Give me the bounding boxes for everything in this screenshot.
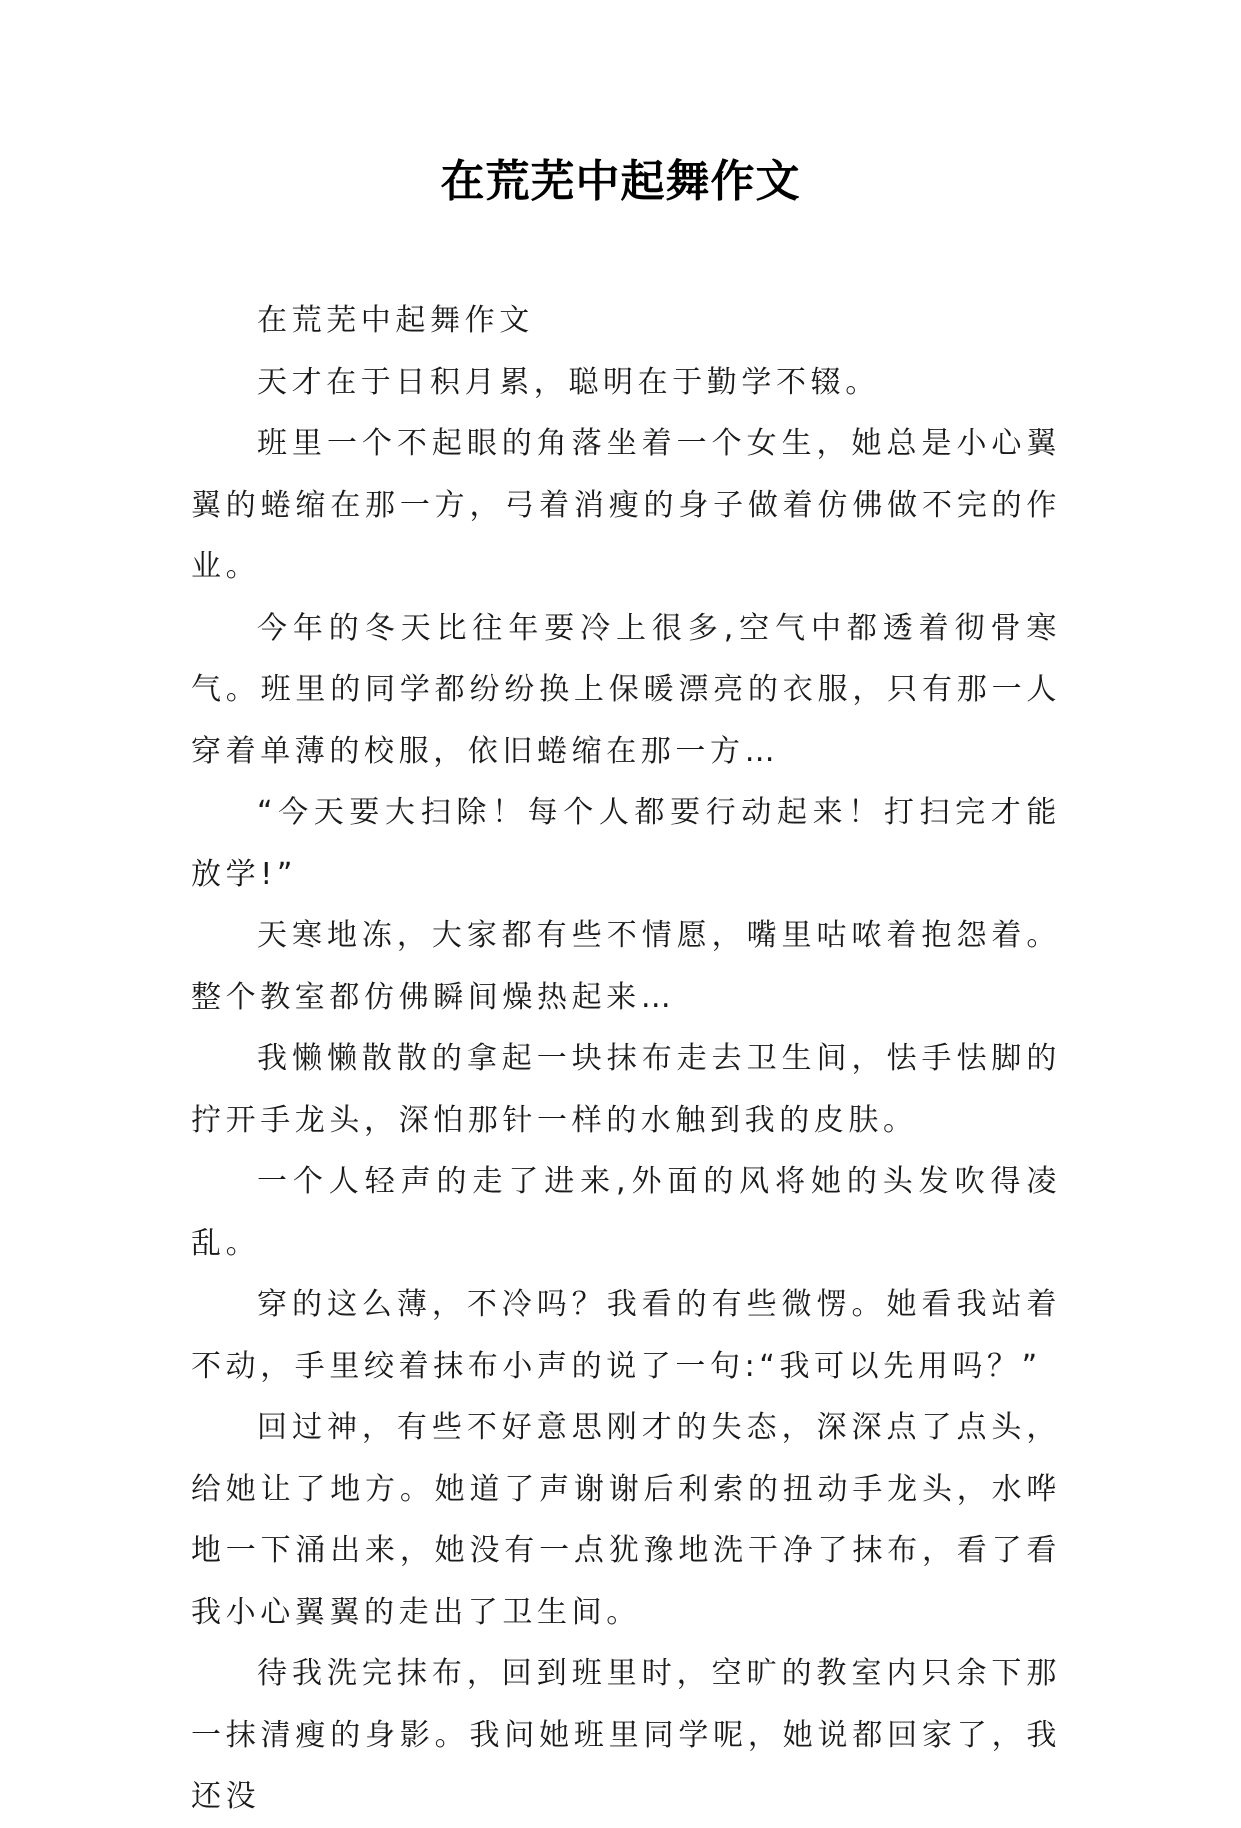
paragraph-3: 今年的冬天比往年要冷上很多,空气中都透着彻骨寒气。班里的同学都纷纷换上保暖漂亮的衣服，只有那一人穿着单薄的校服，依旧蜷缩在那一方…	[191, 610, 1061, 769]
paragraph-1: 天才在于日积月累，聪明在于勤学不辍。	[257, 364, 880, 400]
paragraph-subtitle: 在荒芜中起舞作文	[257, 303, 534, 338]
paragraph-8: 穿的这么薄，不冷吗？我看的有些微愣。她看我站着不动，手里绞着抹布小声的说了一句:“我可以先用吗？”	[191, 1287, 1061, 1384]
paragraph-9: 回过神，有些不好意思刚才的失态，深深点了点头，给她让了地方。她道了声谢谢后利索的扭动手龙头，水哗地一下涌出来，她没有一点犹豫地洗干净了抹布，看了看我小心翼翼的走出了卫生间。	[191, 1410, 1061, 1630]
paragraph-10: 待我洗完抹布，回到班里时，空旷的教室内只余下那一抹清瘦的身影。我问她班里同学呢，她说都回家了，我还没	[191, 1656, 1061, 1814]
paragraph-2: 班里一个不起眼的角落坐着一个女生，她总是小心翼翼的蜷缩在那一方，弓着消瘦的身子做着仿佛做不完的作业。	[191, 426, 1061, 584]
paragraph-7: 一个人轻声的走了进来,外面的风将她的头发吹得凌乱。	[191, 1164, 1061, 1261]
paragraph-6: 我懒懒散散的拿起一块抹布走去卫生间，怯手怯脚的拧开手龙头，深怕那针一样的水触到我的皮肤。	[191, 1041, 1061, 1138]
document-title: 在荒芜中起舞作文	[440, 156, 801, 207]
document-body	[191, 290, 1061, 1828]
paragraph-5: 天寒地冻，大家都有些不情愿，嘴里咕哝着抱怨着。整个教室都仿佛瞬间燥热起来…	[191, 918, 1061, 1015]
paragraph-4: “今天要大扫除！每个人都要行动起来！打扫完才能放学!”	[191, 795, 1061, 892]
